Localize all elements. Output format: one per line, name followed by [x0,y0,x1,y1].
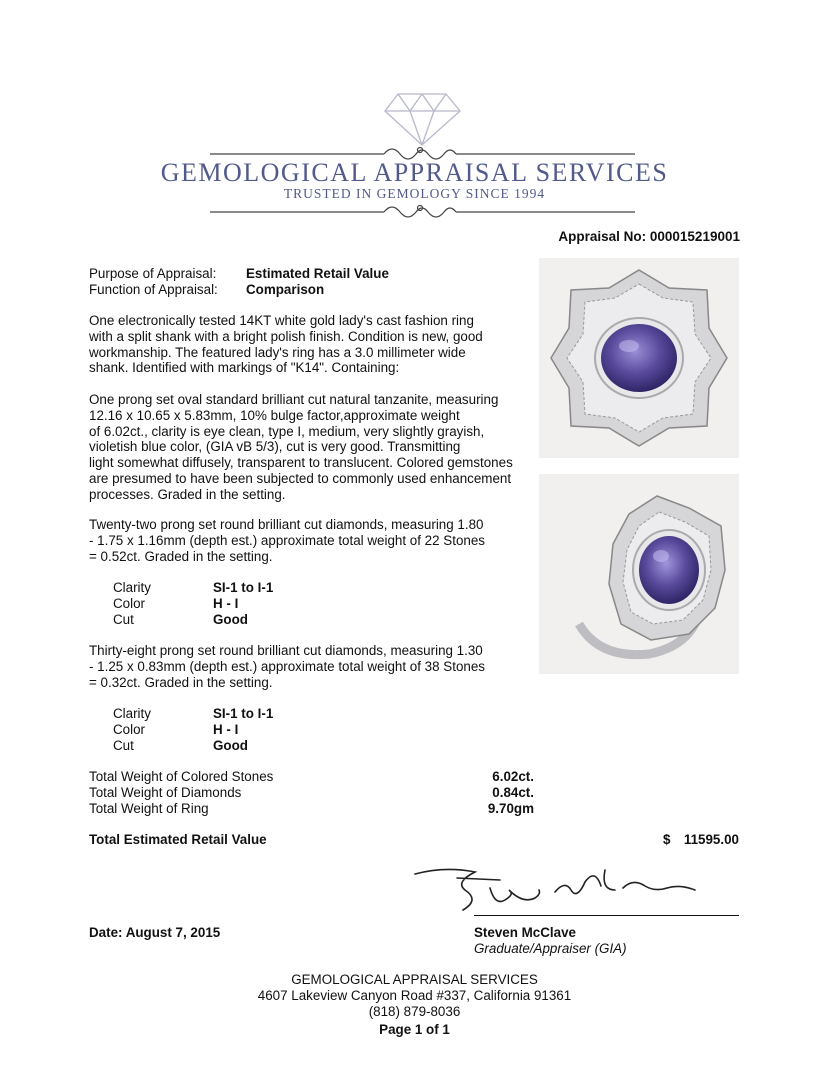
diamond-line: Thirty-eight prong set round brilliant cut diamonds, measuring 1.30 [89,643,483,658]
function-value: Comparison [246,282,325,297]
ring-description [89,313,529,376]
diamonds-22-description [89,517,529,564]
description-line: workmanship. The featured lady's ring has a 3.0 millimeter wide [89,344,466,360]
clarity-label: Clarity [113,706,151,721]
brand-tagline: TRUSTED IN GEMOLOGY SINCE 1994 [283,186,546,201]
tanzanite-line: violetish blue color, (GIA vB 5/3), cut is very good. Transmitting [89,439,461,455]
brand-name: GEMOLOGICAL APPRAISAL SERVICES [160,158,669,187]
appraiser-title: Graduate/Appraiser (GIA) [474,941,627,956]
cut-label: Cut [113,612,134,627]
appraisal-number: Appraisal No: 000015219001 [558,229,740,244]
diamond-line: - 1.75 x 1.16mm (depth est.) approximate total weight of 22 Stones [89,532,485,548]
footer-phone: (818) 879-8036 [368,1004,461,1019]
diamond-line: - 1.25 x 0.83mm (depth est.) approximate total weight of 38 Stones [89,658,485,674]
purpose-value: Estimated Retail Value [246,266,389,281]
total-ring-value: 9.70gm [487,801,534,816]
tanzanite-line: light somewhat diffusely, transparent to translucent. Colored gemstones [89,455,513,471]
ring-photo-side [539,474,739,674]
total-colored-label: Total Weight of Colored Stones [89,769,274,784]
description-line: One electronically tested 14KT white gold lady's cast fashion ring [89,313,474,328]
retail-value-amount: 11595.00 [683,832,739,847]
color-label: Color [113,722,145,737]
appraiser-name: Steven McClave [474,925,576,940]
total-diamonds-label: Total Weight of Diamonds [89,785,242,800]
clarity-value: SI-1 to I-1 [213,580,274,595]
retail-value-label: Total Estimated Retail Value [89,832,267,847]
diamond-line: = 0.52ct. Graded in the setting. [89,548,273,564]
tanzanite-line: One prong set oval standard brilliant cut natural tanzanite, measuring [89,392,499,407]
color-label: Color [113,596,145,611]
diamond-line: = 0.32ct. Graded in the setting. [89,674,273,690]
page-number: Page 1 of 1 [379,1022,450,1037]
scroll-flourish-icon [210,206,635,218]
ring-photo-top [539,258,739,458]
cut-label: Cut [113,738,134,753]
tanzanite-line: are presumed to have been subjected to commonly used enhancement [89,470,512,486]
total-ring-label: Total Weight of Ring [89,801,209,816]
color-value: H - I [213,596,239,611]
description-line: shank. Identified with markings of "K14". Containing: [89,360,400,376]
total-diamonds-value: 0.84ct. [492,785,534,800]
diamond-icon [385,94,460,145]
signature-line [474,915,739,916]
function-label: Function of Appraisal: [89,282,218,297]
ring-top-view-image [539,258,739,458]
cut-value: Good [213,738,248,753]
purpose-label: Purpose of Appraisal: [89,266,217,281]
appraiser-signature [405,860,705,920]
tanzanite-description [89,392,529,503]
retail-currency: $ [663,832,671,847]
footer-address: 4607 Lakeview Canyon Road #337, California 91361 [257,988,572,1003]
diamond-line: Twenty-two prong set round brilliant cut diamonds, measuring 1.80 [89,517,484,532]
description-line: with a split shank with a bright polish finish. Condition is new, good [89,328,483,344]
clarity-value: SI-1 to I-1 [213,706,274,721]
footer-company: GEMOLOGICAL APPRAISAL SERVICES [291,972,538,987]
tanzanite-line: 12.16 x 10.65 x 5.83mm, 10% bulge factor,approximate weight [89,407,460,423]
color-value: H - I [213,722,239,737]
ring-side-view-image [539,474,739,674]
appraisal-date: Date: August 7, 2015 [89,925,221,940]
tanzanite-line: of 6.02ct., clarity is eye clean, type I, medium, very slightly grayish, [89,423,485,439]
cut-value: Good [213,612,248,627]
clarity-label: Clarity [113,580,151,595]
tanzanite-line: processes. Graded in the setting. [89,486,286,502]
total-colored-value: 6.02ct. [492,769,534,784]
diamonds-38-description [89,643,529,690]
